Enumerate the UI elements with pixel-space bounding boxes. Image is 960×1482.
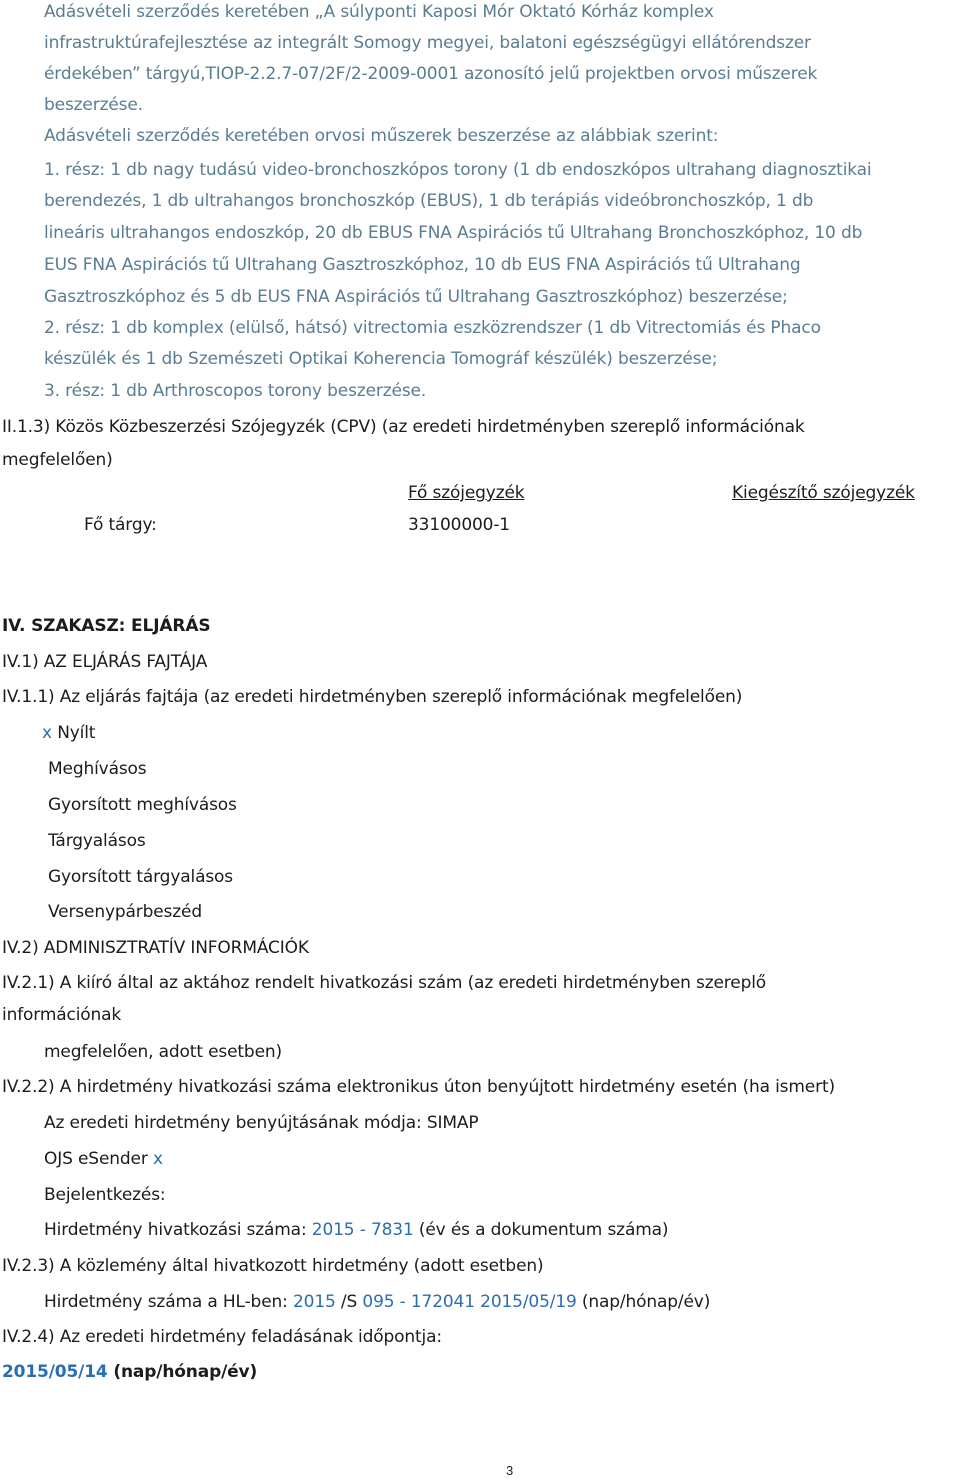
lot-line: Gasztroszkóphoz és 5 db EUS FNA Aspirációs tű Ultrahang Gasztroszkóphoz) beszerzése;	[44, 287, 788, 307]
lot-line: 2. rész: 1 db komplex (elülső, hátsó) vitrectomia eszközrendszer (1 db Vitrectomiás és Phaco	[44, 318, 821, 338]
original-dispatch-date: 2015/05/14	[2, 1362, 108, 1382]
cpv-heading: II.1.3) Közös Közbeszerzési Szójegyzék (CPV) (az eredeti hirdetményben szereplő információnak	[2, 417, 805, 437]
lot-line: berendezés, 1 db ultrahangos bronchoszkóp (EBUS), 1 db terápiás videóbronchoszkóp, 1 db	[44, 191, 814, 211]
iv21-heading-cont: megfelelően, adott esetben)	[44, 1042, 282, 1062]
notice-reference-suffix: (év és a dokumentum száma)	[418, 1220, 669, 1240]
cpv-supplementary-vocab-header: Kiegészítő szójegyzék	[732, 483, 915, 503]
oj-notice-date-format: (nap/hónap/év)	[581, 1292, 711, 1312]
iv23-heading: IV.2.3) A közlemény által hivatkozott hirdetmény (adott esetben)	[2, 1256, 544, 1276]
lot-line: készülék és 1 db Szemészeti Optikai Koherencia Tomográf készülék) beszerzése;	[44, 349, 718, 369]
cpv-main-object-code: 33100000-1	[408, 515, 510, 535]
procedure-option: Tárgyalásos	[48, 831, 146, 851]
intro-line: Adásvételi szerződés keretében „A súlyponti Kaposi Mór Oktató Kórház komplex	[44, 2, 714, 22]
iv24-heading: IV.2.4) Az eredeti hirdetmény feladásának időpontja:	[2, 1327, 442, 1347]
intro-line: érdekében” tárgyú,TIOP-2.2.7-07/2F/2-2009-0001 azonosító jelű projektben orvosi műszerek	[44, 64, 818, 84]
oj-notice-label: Hirdetmény száma a HL-ben:	[44, 1292, 288, 1312]
intro-line: infrastruktúrafejlesztése az integrált Somogy megyei, balatoni egészségügyi ellátórendszer	[44, 33, 811, 53]
procedure-option: Versenypárbeszéd	[48, 902, 202, 922]
oj-notice-year: 2015	[292, 1292, 336, 1312]
original-dispatch-date-row	[2, 1361, 257, 1383]
procedure-option-open	[42, 722, 95, 744]
lot-line: lineáris ultrahangos endoszkóp, 20 db EBUS FNA Aspirációs tű Ultrahang Bronchoszkóphoz, 10 db	[44, 223, 863, 243]
oj-notice-date: 2015/05/19	[480, 1292, 577, 1312]
page-number: 3	[506, 1463, 514, 1478]
ojs-label: OJS eSender	[44, 1149, 148, 1169]
original-dispatch-date-format: (nap/hónap/év)	[113, 1362, 258, 1382]
iv1-heading: IV.1) AZ ELJÁRÁS FAJTÁJA	[2, 652, 208, 672]
cpv-main-vocab-header: Fő szójegyzék	[408, 483, 525, 503]
submission-mode: Az eredeti hirdetmény benyújtásának módja: SIMAP	[44, 1113, 479, 1133]
iv21-heading-cont: információnak	[2, 1005, 122, 1025]
procedure-option: Meghívásos	[48, 759, 147, 779]
oj-notice-series: /S	[340, 1292, 358, 1312]
iv2-heading: IV.2) ADMINISZTRATÍV INFORMÁCIÓK	[2, 938, 309, 958]
intro-line: beszerzése.	[44, 95, 143, 115]
selected-mark: x	[42, 723, 52, 743]
procedure-option: Gyorsított tárgyalásos	[48, 867, 234, 887]
lot-line: 1. rész: 1 db nagy tudású video-bronchoszkópos torony (1 db endoszkópos ultrahang diagnosztikai	[44, 160, 872, 180]
lot-line: EUS FNA Aspirációs tű Ultrahang Gasztroszkóphoz, 10 db EUS FNA Aspirációs tű Ultrahang	[44, 255, 801, 275]
iv11-heading: IV.1.1) Az eljárás fajtája (az eredeti hirdetményben szereplő információnak megfelelően)	[2, 687, 743, 707]
ojs-selected-mark: x	[152, 1149, 163, 1169]
notice-reference-value: 2015 - 7831	[311, 1220, 414, 1240]
procedure-label: Nyílt	[57, 723, 96, 743]
cpv-heading-cont: megfelelően)	[2, 450, 113, 470]
ojs-esender-row	[44, 1148, 163, 1170]
procedure-option: Gyorsított meghívásos	[48, 795, 237, 815]
section-title: IV. SZAKASZ: ELJÁRÁS	[2, 616, 211, 636]
oj-notice-row	[44, 1291, 710, 1313]
cpv-main-object-label: Fő tárgy:	[84, 515, 157, 535]
iv21-heading: IV.2.1) A kiíró által az aktához rendelt hivatkozási szám (az eredeti hirdetményben szereplő	[2, 973, 767, 993]
lot-line: 3. rész: 1 db Arthroscopos torony beszerzése.	[44, 381, 427, 401]
login-label: Bejelentkezés:	[44, 1185, 166, 1205]
intro-line: Adásvételi szerződés keretében orvosi műszerek beszerzése az alábbiak szerint:	[44, 126, 719, 146]
notice-reference-label: Hirdetmény hivatkozási száma:	[44, 1220, 307, 1240]
iv22-heading: IV.2.2) A hirdetmény hivatkozási száma elektronikus úton benyújtott hirdetmény esetén (ha ismert)	[2, 1077, 835, 1097]
oj-notice-number: 095 - 172041	[362, 1292, 475, 1312]
notice-reference-row	[44, 1219, 668, 1241]
